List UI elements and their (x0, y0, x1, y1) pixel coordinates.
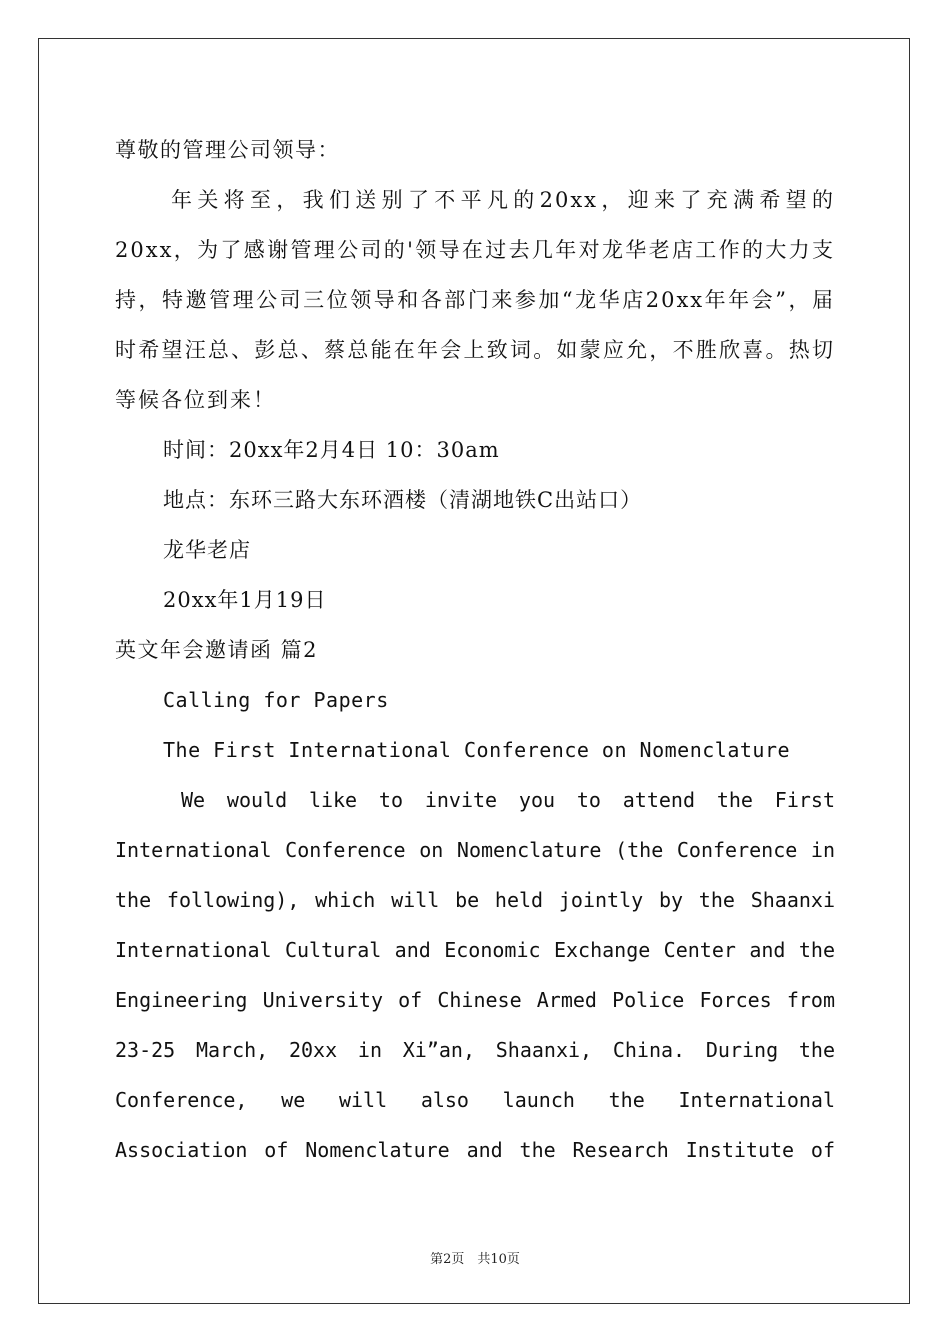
english-body-line: International Conference on Nomenclature (the Conference in (115, 838, 835, 862)
english-body-line: International Cultural and Economic Exchange Center and the (115, 938, 835, 962)
english-body (115, 775, 835, 1175)
english-body-line: Association of Nomenclature and the Research Institute of (115, 1138, 835, 1162)
letter-date: 20xx年1月19日 (163, 588, 327, 612)
event-location: 地点：东环三路大东环酒楼（清湖地铁C出站口） (163, 488, 643, 512)
english-body-line: Conference, we will also launch the International (115, 1088, 835, 1112)
letter-salutation: 尊敬的管理公司领导： (115, 138, 340, 162)
english-body-line: We would like to invite you to attend the First (181, 788, 835, 812)
english-body-line: the following), which will be held jointly by the Shaanxi (115, 888, 835, 912)
english-body-line: 23-25 March, 20xx in Xi”an, Shaanxi, China. During the (115, 1038, 835, 1062)
english-title-1: Calling for Papers (163, 688, 389, 712)
page-footer: 第2页 共10页 (430, 1252, 520, 1267)
document-content (115, 125, 835, 1175)
section-heading: 英文年会邀请函 篇2 (115, 638, 319, 662)
event-time: 时间：20xx年2月4日 10：30am (163, 438, 500, 462)
letter-body: 年关将至，我们送别了不平凡的20xx，迎来了充满希望的20xx，为了感谢管理公司的'领导在过去几年对龙华老店工作的大力支持，特邀管理公司三位领导和各部门来参加“龙华店20xx年年会”，届时希望汪总、彭总、蔡总能在年会上致词。如蒙应允，不胜欣喜。热切等候各位到来！ (115, 188, 835, 412)
letter-signature: 龙华老店 (163, 538, 251, 562)
english-body-line: Engineering University of Chinese Armed Police Forces from (115, 988, 835, 1012)
english-title-2: The First International Conference on Nomenclature (163, 738, 791, 762)
